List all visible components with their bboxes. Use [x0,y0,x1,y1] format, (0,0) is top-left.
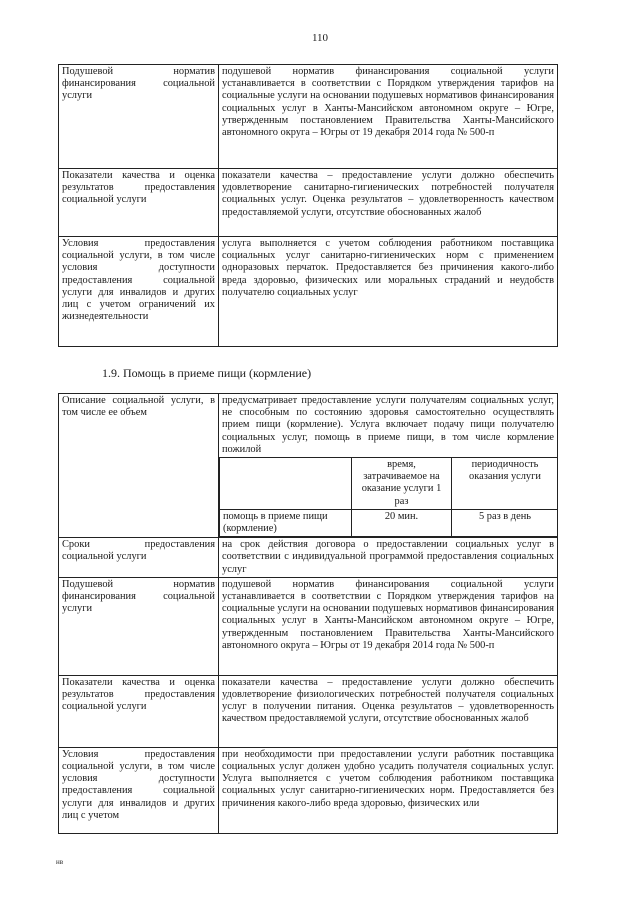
service-time: 20 мин. [352,509,452,536]
row-label: Показатели качества и оценка результатов предоставления социальной услуги [59,675,219,747]
volume-table [219,457,558,537]
table-row [59,394,558,538]
row-label: Описание социальной услуги, в том числе ее объем [59,394,219,538]
service-table-continued [58,64,558,347]
section-title: 1.9. Помощь в приеме пищи (кормление) [102,366,312,380]
row-content: услуга выполняется с учетом соблюдения работником поставщика социальных услуг санитарно-гигиенических норм с применением одноразовых перчаток. Предоставляется без причинения какого-либо вреда здоровью, физических или моральных страданий и неудобств получателю социальных услуг [219,237,558,347]
service-table [58,393,558,834]
description-cell [219,394,558,538]
row-content: подушевой норматив финансирования социальной услуги устанавливается в соответствии с Порядком утверждения тарифов на социальные услуги на основании подушевых нормативов финансирования социальных услуг в Ханты-Мансийском автономном округе – Югре, утвержденным постановлением Правительства Ханты-Мансийского автономного округа – Югры от 19 декабря 2014 года № 500-п [219,577,558,675]
table-row [59,169,558,237]
row-content: показатели качества – предоставление услуги должно обеспечить удовлетворение физиологических потребностей получателя социальных услуг в получении питания. Оценка результатов – удовлетворенность качеством предоставляемой услуги, отсутствие обоснованных жалоб [219,675,558,747]
row-content: предусматривает предоставление услуги получателям социальных услуг, не способным по состоянию здоровья самостоятельно осуществлять прием пищи (кормление). Услуга включает подачу пищи получателю социальных услуг, помощь в приеме пищи, в том числе кормление пожилой [222,395,554,455]
volume-row [220,509,558,536]
row-content: показатели качества – предоставление услуги должно обеспечить удовлетворение санитарно-гигиенических потребностей получателя социальных услуг. Оценка результатов – удовлетворенность качеством предоставляемой услуги, отсутствие обоснованных жалоб [219,169,558,237]
table-row [59,237,558,347]
row-label: Показатели качества и оценка результатов предоставления социальной услуги [59,169,219,237]
table-row [59,538,558,578]
table-row [59,65,558,169]
table-row [59,675,558,747]
table-row [59,747,558,833]
row-content: на срок действия договора о предоставлении социальных услуг в соответствии с индивидуальной программой предоставления социальных услуг [219,538,558,578]
row-label: Подушевой норматив финансирования социальной услуги [59,65,219,169]
row-label: Сроки предоставления социальной услуги [59,538,219,578]
footer-note: нв [56,858,64,866]
table-row [59,577,558,675]
row-label: Подушевой норматив финансирования социальной услуги [59,577,219,675]
service-name: помощь в приеме пищи (кормление) [220,509,352,536]
row-content: при необходимости при предоставлении услуги работник поставщика социальных услуг должен удобно усадить получателя социальных услуг. Услуга выполняется с учетом соблюдения работником поставщика социальных услуг санитарно-гигиенических норм. Предоставляется без причинения какого-либо вреда здоровью, физических или [219,747,558,833]
frequency-header: периодичность оказания услуги [452,458,558,510]
volume-header-row [220,458,558,510]
row-label: Условия предоставления социальной услуги, в том числе условия доступности предоставления социальной услуги для инвалидов и других лиц с учетом [59,747,219,833]
time-header: время, затрачиваемое на оказание услуги 1 раз [352,458,452,510]
page-number: 110 [311,32,329,44]
service-frequency: 5 раз в день [452,509,558,536]
row-label: Условия предоставления социальной услуги, в том числе условия доступности предоставления социальной услуги для инвалидов и других лиц с учетом ограничений их жизнедеятельности [59,237,219,347]
row-content: подушевой норматив финансирования социальной услуги устанавливается в соответствии с Порядком утверждения тарифов на социальные услуги на основании подушевых нормативов финансирования социальных услуг в Ханты-Мансийском автономном округе – Югре, утвержденным постановлением Правительства Ханты-Мансийского автономного округа – Югры от 19 декабря 2014 года № 500-п [219,65,558,169]
